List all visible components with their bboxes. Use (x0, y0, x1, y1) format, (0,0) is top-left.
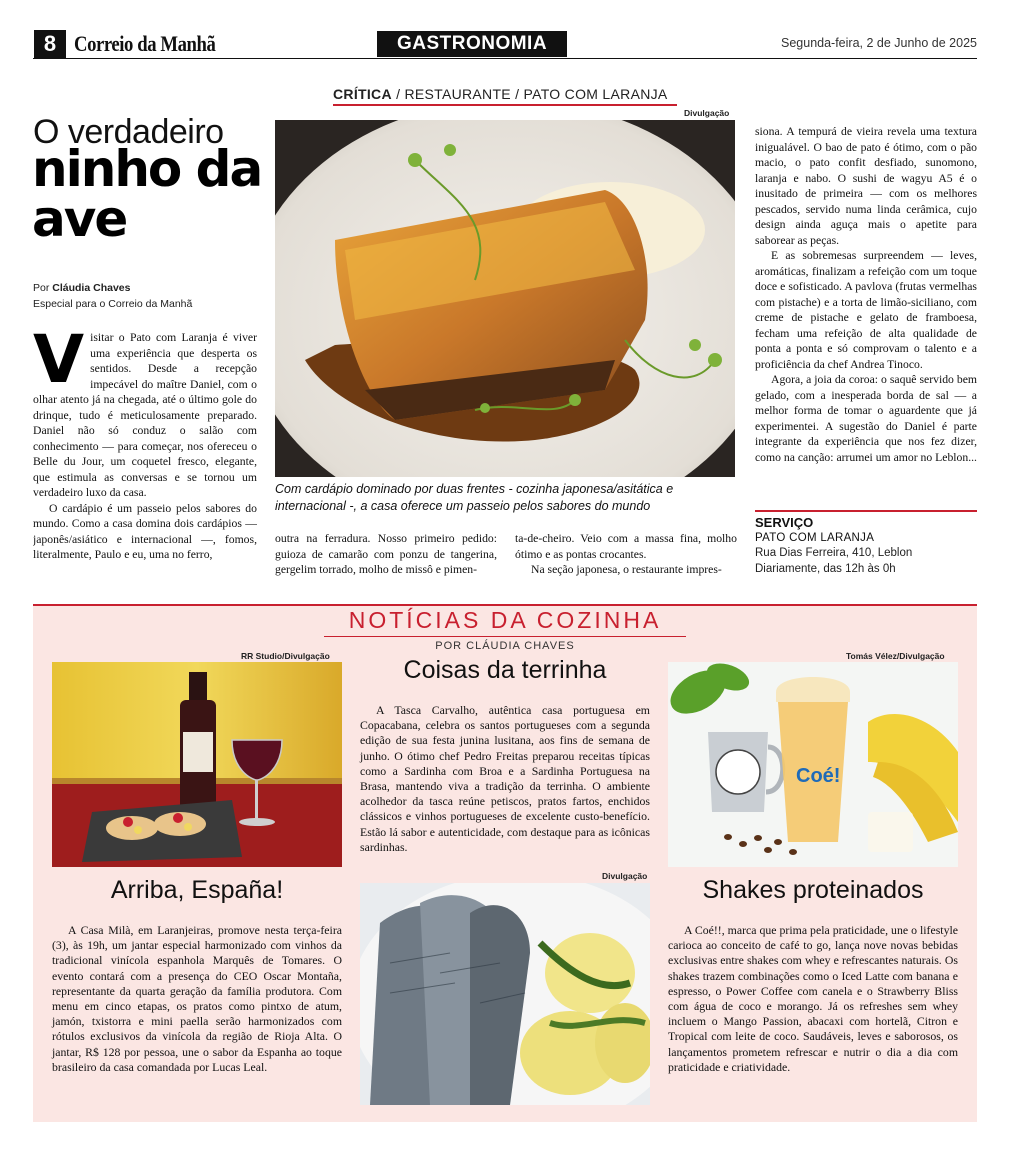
headline-light: O verdadeiro (33, 113, 224, 151)
photo-credit: RR Studio/Divulgação (241, 651, 330, 661)
article-column-3 (515, 531, 737, 578)
kicker-underline (333, 104, 677, 106)
news-text-right (668, 923, 958, 1075)
page-number: 8 (34, 30, 66, 58)
news-paragraph: A Casa Milà, em Laranjeiras, promove nesta terça-feira (3), às 19h, um jantar especial harmonizado com vinhos da tradicional vinícola espanhola Marquês de Tomares. O evento contará com a presença do CEO Oscar Montaña, representante da quarta geração da família produtora. Com menu em cinco etapas, os pratos como pintxo de atum, jamón, txistorra e mini paella serão harmonizados com rótulos exclusivos da vinícola da região de Rioja Alta. O jantar, R$ 128 por pessoa, une o sabor da Espanha ao toque brasileiro da casa comandada por Lucas Leal. (52, 923, 342, 1074)
photo-caption: Com cardápio dominado por duas frentes - cozinha japonesa/asitática e internacional -, a casa oferece um passeio pelos sabores do mundo (275, 482, 674, 513)
news-paragraph: A Tasca Carvalho, autêntica casa portuguesa em Copacabana, celebra os santos portugueses com a segunda edição de sua festa junina lusitana, aos fins de semana de junho. O ótimo chef Pedro Freitas preparou receitas típicas como a Sardinha com Broa e a Sardinha Portuguesa na Brasa, mantendo viva a tradição da terrinha. O ambiente acolhedor da tasca reúne petiscos, pratos fartos, enchidos clássicos e vinhos portugueses de excelente custo-benefício. Estão lá sabor e autenticidade, com destaque para as icônicas sardinhas. (360, 703, 650, 854)
kicker-category: CRÍTICA (333, 86, 392, 102)
photo-credit: Divulgação (684, 108, 730, 118)
page-date: Segunda-feira, 2 de Junho de 2025 (781, 36, 977, 50)
news-heading-left: Arriba, España! (110, 876, 284, 904)
news-heading-center: Coisas da terrinha (403, 656, 607, 684)
article-column-2 (275, 531, 497, 578)
newspaper-logo: Correio da Manhã (74, 31, 216, 56)
news-title-underline (324, 636, 686, 637)
news-text-left (52, 923, 342, 1075)
shakes-photo (668, 662, 958, 867)
photo-credit: Tomás Vélez/Divulgação (846, 651, 945, 661)
article-paragraph: siona. A tempurá de vieira revela uma textura inigualável. O bao de pato é ótimo, com o pão macio, o pato confit desfiado, sunomono, laranja e nabo. O sushi de wagyu A5 é o inusitado de primeira — com os melhores pescados, servido numa linda cerâmica, cujo design ainda aguça mais o apetite para saborear as peças. (755, 125, 977, 247)
article-paragraph: Na seção japonesa, o restaurante impres- (531, 563, 722, 576)
article-paragraph: O cardápio é um passeio pelos sabores do mundo. Como a casa domina dois cardápios — japonês/asiático e internacional —, fomos, literalmente, Paulo e eu, uma no ferro, (33, 501, 257, 561)
byline-author: Cláudia Chaves (52, 282, 131, 294)
service-divider (755, 510, 977, 512)
news-paragraph: A Coé!!, marca que prima pela praticidade, une o lifestyle carioca ao conceito de café to go, lança nove novas bebidas exclusivas entre shakes com whey e refrescantes naturais. Os shakes trazem combinações como o Iced Latte com banana e espresso, o Power Coffee com canela e o Strawberry Bliss com água de coco e morango. Já os refreshes sem whey incluem o Mango Passion, abacaxi com hortelã, Citron e Tropical com leite de coco. Saudáveis, leves e saborosos, os lançamentos prometem refrescar e nutrir o dia a dia com praticidade e criatividade. (668, 923, 958, 1074)
service-address: Rua Dias Ferreira, 410, Leblon (755, 547, 913, 559)
drop-cap: V (33, 330, 85, 398)
news-byline: POR CLÁUDIA CHAVES (435, 640, 575, 652)
photo-credit: Divulgação (602, 871, 648, 881)
service-title: SERVIÇO (755, 515, 814, 530)
sardines-photo (360, 883, 650, 1105)
header-divider (33, 58, 977, 59)
article-kicker (333, 86, 668, 102)
service-hours: Diariamente, das 12h às 0h (755, 562, 896, 575)
wine-tapas-photo (52, 662, 342, 867)
service-box (755, 515, 977, 577)
main-dish-photo (275, 120, 735, 477)
byline-role: Especial para o Correio da Manhã (33, 298, 193, 310)
article-paragraph: outra na ferradura. Nosso primeiro pedido: guioza de camarão com ponzu de tangerina, gergelim torrado, molho de missô e pimen- (275, 532, 497, 576)
article-paragraph: isitar o Pato com Laranja é viver uma experiência que desperta os sentidos. Desde a recepção impecável do maître Daniel, com o olhar atento já na chegada, até o último gole do drinque, tudo é meticulosamente preparado. Daniel não só conduz o salão com conhecimento — para começar, nos ofereceu o Belle du Jour, um coquetel fresco, elegante, que estimula as conversas e se tornou um verdadeiro luxo da casa. (33, 331, 257, 499)
article-paragraph: ta-de-cheiro. Veio com a massa fina, molho ótimo e as pontas crocantes. (515, 532, 737, 561)
article-column-4 (755, 124, 977, 465)
headline-bold: ninho da ave (32, 140, 262, 248)
news-heading-right: Shakes proteinados (702, 876, 924, 904)
kicker-path: / RESTAURANTE / PATO COM LARANJA (391, 86, 668, 102)
cup-logo-text: Coé! (796, 765, 841, 787)
article-paragraph: E as sobremesas surpreendem — leves, aromáticas, finalizam a refeição com um toque doce e sofisticado. A pavlova (frutas vermelhas com pistache) e a torta de limão-siciliano, com creme de pistache e gelato de framboesa, fecham uma refeição de alta qualidade de ponta a ponta e só comprovam o talento e a proficiência da chef Andrea Tinoco. (755, 249, 977, 371)
article-paragraph: Agora, a joia da coroa: o saquê servido bem gelado, com a inesperada borda de sal — a melhor forma de tomar o aguardente que já experimentei. A sugestão do Daniel é parte integrante da experiência que nos fez dizer, como na canção: arrumei um amor no Leblon... (755, 373, 977, 464)
news-section-title: NOTÍCIAS DA COZINHA (348, 607, 662, 633)
article-column-1 (33, 330, 257, 586)
service-restaurant-name: PATO COM LARANJA (755, 531, 875, 544)
news-text-center (360, 703, 650, 855)
section-tag: GASTRONOMIA (377, 31, 567, 57)
byline (33, 280, 192, 312)
byline-prefix: Por (33, 282, 53, 294)
